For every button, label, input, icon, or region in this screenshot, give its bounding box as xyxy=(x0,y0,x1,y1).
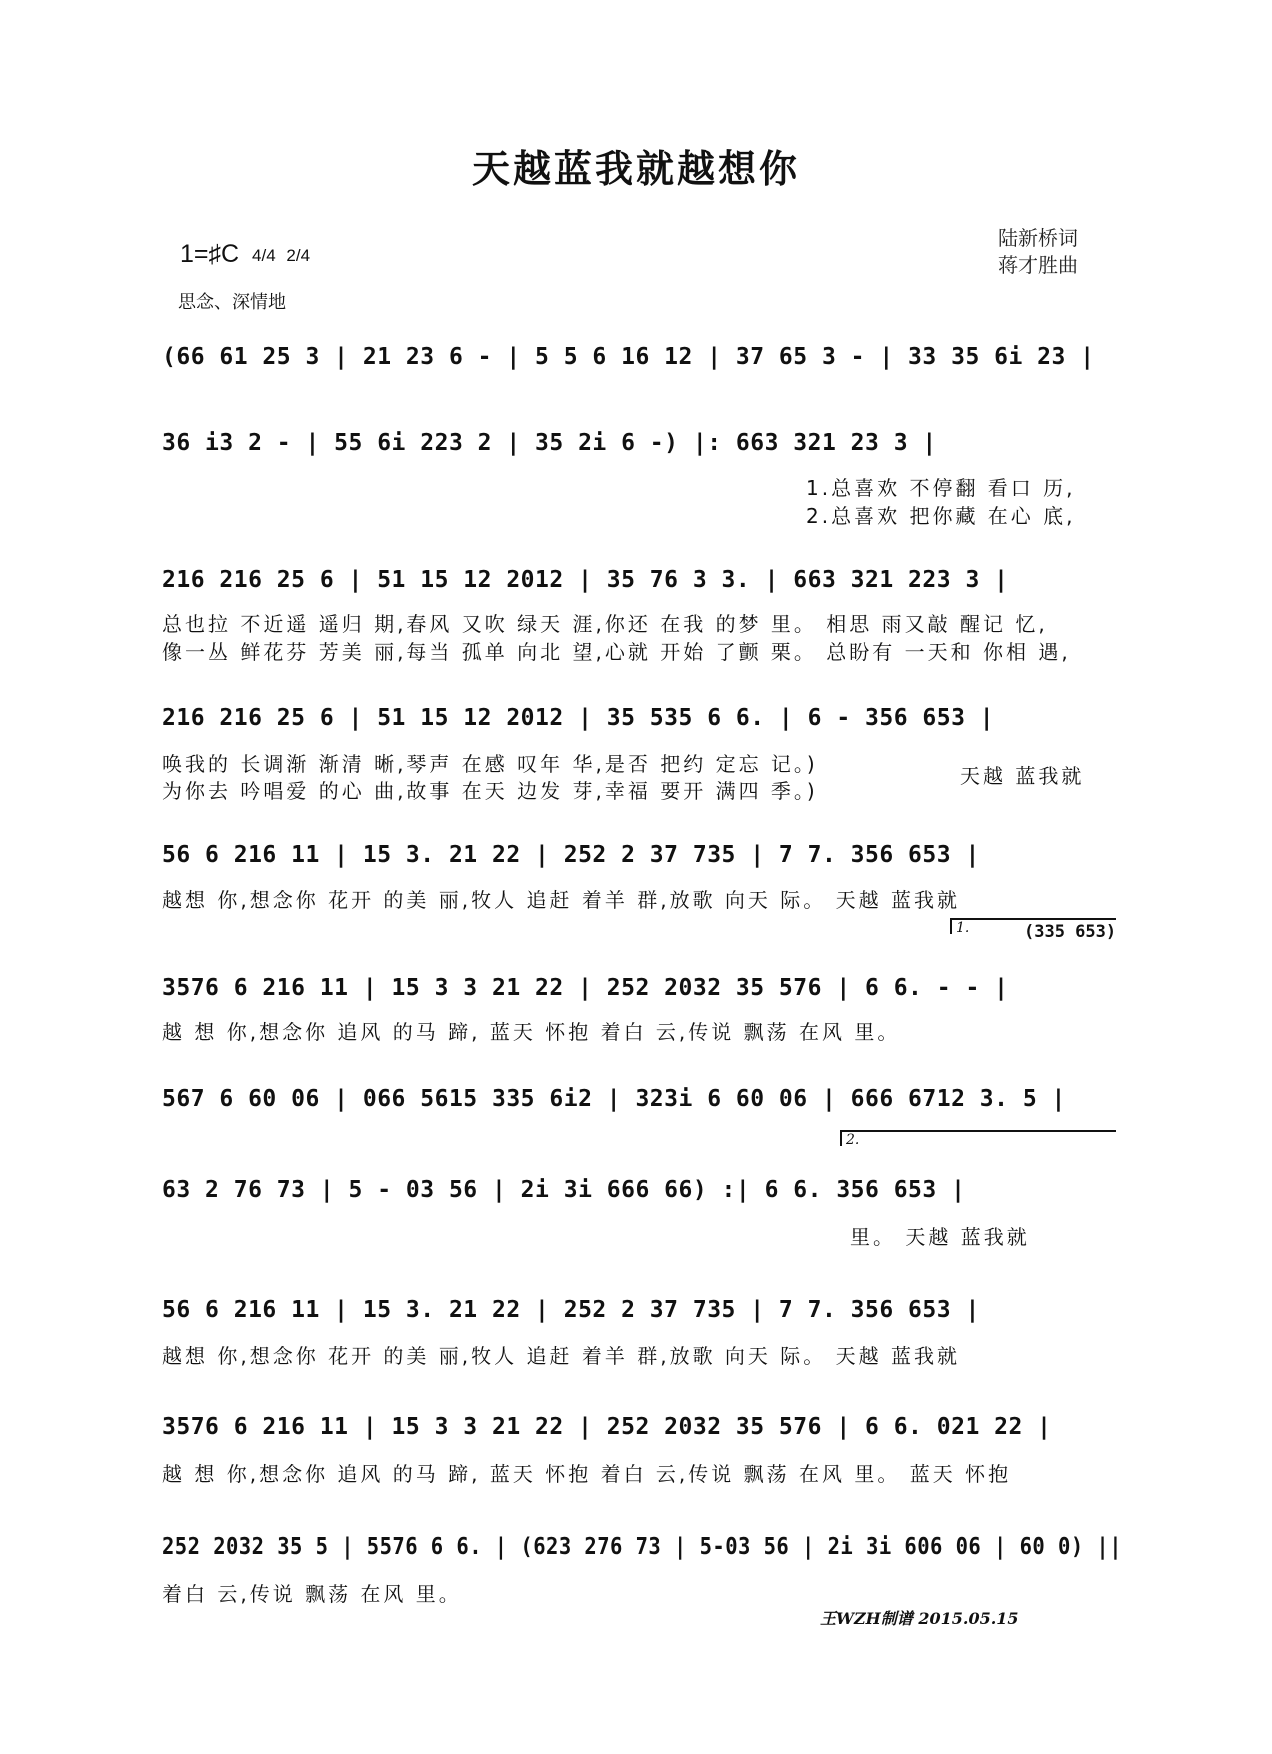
row-notes: 3576 6 216 11 | 15 3 3 21 22 | 252 2032 35 576 | 6 6. - - | xyxy=(162,975,1009,1001)
key-signature xyxy=(180,240,310,269)
footer-credit: 王WZH制谱 2015.05.15 xyxy=(820,1609,1019,1628)
lyric-line: 越 想 你,想念你 追风 的马 蹄, 蓝天 怀抱 着白 云,传说 飘荡 在风 里。 xyxy=(162,1020,901,1044)
row-notes: 36 i3 2 - | 55 6i 223 2 | 35 2i 6 -) |: 663 321 23 3 | xyxy=(162,430,937,456)
row-notes: 567 6 60 06 | 066 5615 335 6i2 | 323i 6 60 06 | 666 6712 3. 5 | xyxy=(162,1086,1066,1112)
lyric-line: 着白 云,传说 飘荡 在风 里。 xyxy=(162,1582,462,1606)
row-notes: 63 2 76 73 | 5 - 03 56 | 2i 3i 666 66) :| 6 6. 356 653 | xyxy=(162,1177,966,1203)
lyric-line: 越 想 你,想念你 追风 的马 蹄, 蓝天 怀抱 着白 云,传说 飘荡 在风 里。 蓝天 怀抱 xyxy=(162,1462,1012,1486)
lyric-line: 总也拉 不近遥 遥归 期,春风 又吹 绿天 涯,你还 在我 的梦 里。 相思 雨又敲 醒记 忆, xyxy=(162,612,1048,636)
time-signature xyxy=(252,247,310,264)
volta-bracket: 1. xyxy=(950,918,1116,934)
aside-notes: (335 653) xyxy=(1024,922,1117,942)
tempo-marking: 思念、深情地 xyxy=(178,292,286,312)
lyric-line: 2.总喜欢 把你藏 在心 底, xyxy=(806,504,1076,528)
lyricist-credit: 陆新桥词 xyxy=(998,228,1078,250)
time-sig-1: 4/4 xyxy=(252,245,276,265)
key-label: 1=♯C xyxy=(180,240,240,268)
row-notes: 216 216 25 6 | 51 15 12 2012 | 35 76 3 3. | 663 321 223 3 | xyxy=(162,567,1009,593)
score-row-8 xyxy=(162,1177,1122,1227)
lyric-line: 唤我的 长调渐 渐清 晰,琴声 在感 叹年 华,是否 把约 定忘 记。) xyxy=(162,752,818,776)
lyric-line: 里。 天越 蓝我就 xyxy=(850,1225,1030,1249)
composer-credit: 蒋才胜曲 xyxy=(998,255,1078,277)
row-notes: 56 6 216 11 | 15 3. 21 22 | 252 2 37 735 | 7 7. 356 653 | xyxy=(162,842,980,868)
song-title: 天越蓝我就越想你 xyxy=(471,146,800,191)
lyric-line: 天越 蓝我就 xyxy=(960,764,1085,788)
lyric-line: 越想 你,想念你 花开 的美 丽,牧人 追赶 着羊 群,放歌 向天 际。 天越 蓝我就 xyxy=(162,1344,961,1368)
lyric-line: 越想 你,想念你 花开 的美 丽,牧人 追赶 着羊 群,放歌 向天 际。 天越 蓝我就 xyxy=(162,888,961,912)
score-row-11 xyxy=(162,1534,1122,1584)
row-notes: 252 2032 35 5 | 5576 6 6. | (623 276 73 | 5-03 56 | 2i 3i 606 06 | 60 0) || xyxy=(162,1534,1123,1560)
row-notes: 3576 6 216 11 | 15 3 3 21 22 | 252 2032 35 576 | 6 6. 021 22 | xyxy=(162,1414,1052,1440)
score-row-10 xyxy=(162,1414,1122,1464)
lyric-line: 像一丛 鲜花芬 芳美 丽,每当 孤单 向北 望,心就 开始 了颤 栗。 总盼有 一天和 你相 遇, xyxy=(162,640,1071,664)
row-notes: (66 61 25 3 | 21 23 6 - | 5 5 6 16 12 | 37 65 3 - | 33 35 6i 23 | xyxy=(162,344,1095,370)
score-row-7 xyxy=(162,1086,1122,1136)
lyric-line: 1.总喜欢 不停翻 看口 历, xyxy=(806,476,1076,500)
row-notes: 56 6 216 11 | 15 3. 21 22 | 252 2 37 735 | 7 7. 356 653 | xyxy=(162,1297,980,1323)
row-notes: 216 216 25 6 | 51 15 12 2012 | 35 535 6 6. | 6 - 356 653 | xyxy=(162,705,995,731)
score-row-1 xyxy=(162,344,1122,394)
volta-bracket: 2. xyxy=(840,1130,1116,1146)
lyric-line: 为你去 吟唱爱 的心 曲,故事 在天 边发 芽,幸福 要开 满四 季。) xyxy=(162,779,818,803)
time-sig-2: 2/4 xyxy=(286,245,311,265)
